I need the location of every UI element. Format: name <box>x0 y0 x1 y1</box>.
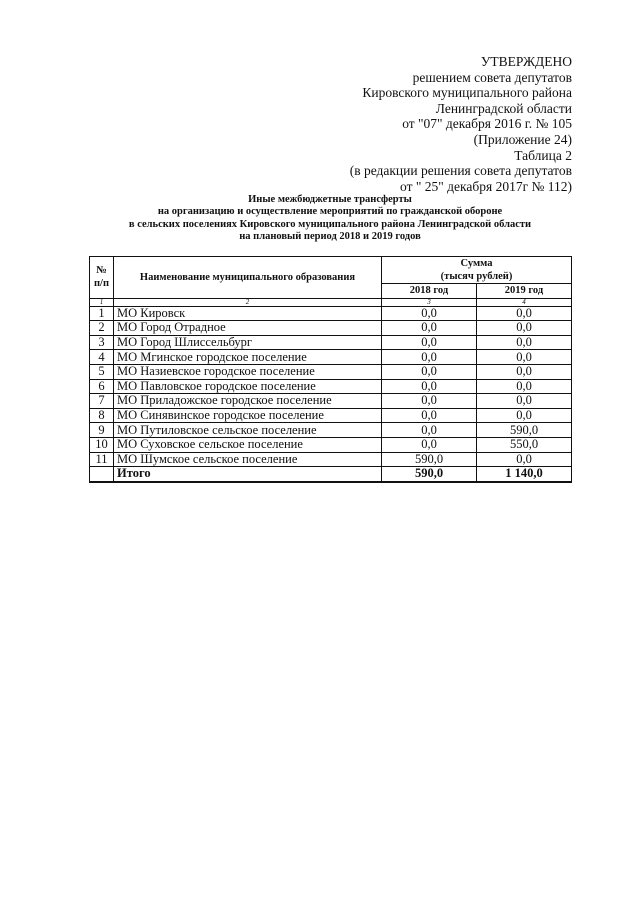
table-row <box>90 408 572 423</box>
row-number: 9 <box>90 423 114 438</box>
header-2019: 2019 год <box>477 284 572 299</box>
table-row <box>90 437 572 452</box>
total-number <box>90 467 114 482</box>
row-number: 11 <box>90 452 114 467</box>
header-2018: 2018 год <box>382 284 477 299</box>
table-row <box>90 321 572 336</box>
table-row <box>90 350 572 365</box>
row-name: МО Шумское сельское поселение <box>114 452 382 467</box>
index-cell: 2 <box>114 298 382 306</box>
approval-line: Таблица 2 <box>514 147 572 163</box>
approval-block <box>350 54 572 194</box>
header-sum <box>382 257 572 284</box>
title-line: на плановый период 2018 и 2019 годов <box>239 231 421 243</box>
row-number: 2 <box>90 321 114 336</box>
row-number: 3 <box>90 335 114 350</box>
row-name: МО Город Шлиссельбург <box>114 335 382 350</box>
row-value-2018: 0,0 <box>382 394 477 409</box>
row-value-2019: 0,0 <box>477 335 572 350</box>
title-line: на организацию и осуществление мероприятий по гражданской обороне <box>157 206 503 218</box>
row-value-2019: 0,0 <box>477 364 572 379</box>
header-name: Наименование муниципального образования <box>114 257 382 299</box>
row-name: МО Синявинское городское поселение <box>114 408 382 423</box>
row-number: 8 <box>90 408 114 423</box>
index-cell: 3 <box>382 298 477 306</box>
header-num: № п/п <box>90 257 114 299</box>
row-number: 4 <box>90 350 114 365</box>
row-number: 1 <box>90 306 114 321</box>
transfers-table <box>89 256 572 483</box>
total-2018: 590,0 <box>382 467 477 482</box>
table-row <box>90 452 572 467</box>
approval-line: от "07" декабря 2016 г. № 105 <box>402 116 572 132</box>
approval-line: (в редакции решения совета депутатов <box>349 163 572 179</box>
approval-line: УТВЕРЖДЕНО <box>480 54 572 69</box>
approval-line: Кировского муниципального района <box>362 85 572 101</box>
row-value-2019: 0,0 <box>477 306 572 321</box>
document-title <box>88 194 572 244</box>
row-number: 5 <box>90 364 114 379</box>
table-row <box>90 364 572 379</box>
row-value-2018: 590,0 <box>382 452 477 467</box>
approval-line: решением совета депутатов <box>412 69 572 85</box>
row-value-2019: 0,0 <box>477 408 572 423</box>
row-value-2018: 0,0 <box>382 437 477 452</box>
row-value-2018: 0,0 <box>382 350 477 365</box>
title-line: Иные межбюджетные трансферты <box>248 194 412 205</box>
total-2019: 1 140,0 <box>477 467 572 482</box>
row-name: МО Город Отрадное <box>114 321 382 336</box>
row-value-2018: 0,0 <box>382 306 477 321</box>
row-name: МО Мгинское городское поселение <box>114 350 382 365</box>
index-cell: 4 <box>477 298 572 306</box>
row-value-2019: 550,0 <box>477 437 572 452</box>
row-value-2018: 0,0 <box>382 364 477 379</box>
table-row <box>90 394 572 409</box>
title-line: в сельских поселениях Кировского муниципального района Ленинградской области <box>128 218 532 230</box>
row-name: МО Суховское сельское поселение <box>114 437 382 452</box>
row-value-2019: 0,0 <box>477 452 572 467</box>
row-name: МО Путиловское сельское поселение <box>114 423 382 438</box>
row-number: 7 <box>90 394 114 409</box>
row-number: 10 <box>90 437 114 452</box>
row-value-2019: 0,0 <box>477 379 572 394</box>
row-value-2019: 590,0 <box>477 423 572 438</box>
row-name: МО Павловское городское поселение <box>114 379 382 394</box>
header-sum-label: Сумма <box>460 258 493 269</box>
table-row <box>90 379 572 394</box>
row-value-2019: 0,0 <box>477 321 572 336</box>
total-row <box>90 467 572 482</box>
table-row <box>90 306 572 321</box>
row-value-2018: 0,0 <box>382 423 477 438</box>
header-unit: (тысяч рублей) <box>440 271 513 282</box>
table-row <box>90 335 572 350</box>
row-name: МО Кировск <box>114 306 382 321</box>
approval-line: Ленинградской области <box>435 100 572 116</box>
index-cell: 1 <box>90 298 114 306</box>
row-name: МО Приладожское городское поселение <box>114 394 382 409</box>
row-value-2018: 0,0 <box>382 379 477 394</box>
row-value-2018: 0,0 <box>382 408 477 423</box>
approval-line: (Приложение 24) <box>473 131 572 147</box>
row-name: МО Назиевское городское поселение <box>114 364 382 379</box>
row-value-2018: 0,0 <box>382 335 477 350</box>
total-label: Итого <box>114 467 382 482</box>
row-value-2019: 0,0 <box>477 394 572 409</box>
approval-line: от " 25" декабря 2017г № 112) <box>400 178 572 194</box>
table-row <box>90 423 572 438</box>
row-value-2018: 0,0 <box>382 321 477 336</box>
row-number: 6 <box>90 379 114 394</box>
row-value-2019: 0,0 <box>477 350 572 365</box>
